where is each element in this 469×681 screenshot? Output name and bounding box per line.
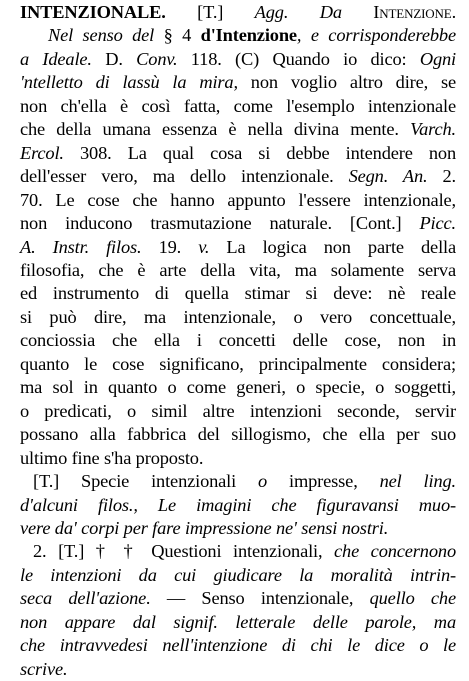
text-run: ma sol in quanto o come generi, o specie, o soggetti, bbox=[20, 377, 456, 398]
text-run: v. bbox=[198, 236, 210, 257]
entry-line bbox=[20, 24, 456, 47]
text-run: conciossia che ella i concetti delle cose, non in bbox=[20, 330, 456, 351]
headword: INTENZIONALE. bbox=[20, 2, 166, 22]
entry-line bbox=[20, 48, 456, 71]
text-run: le intenzioni da cui giudicare la moralità intrin- bbox=[20, 564, 456, 585]
entry-line bbox=[20, 611, 456, 634]
text-run: seca dell'azione. bbox=[20, 588, 151, 609]
text-run: D. bbox=[91, 48, 137, 69]
entry-line bbox=[20, 212, 456, 235]
text-run: vere da' corpi per fare impressione ne' sensi nostri. bbox=[20, 517, 389, 538]
entry-line bbox=[20, 494, 456, 517]
entry-line bbox=[20, 329, 456, 352]
text-run: quello che bbox=[369, 588, 456, 609]
text-run: Ercol. bbox=[20, 142, 64, 163]
text-run: § 4 bbox=[163, 25, 201, 46]
text-run: ed instrumento di quella stimar si deve: nè reale bbox=[20, 283, 456, 304]
text-run: Picc. bbox=[419, 213, 456, 234]
text-run: 'ntelletto di lassù la mira, bbox=[20, 72, 238, 93]
text-run: Varch. bbox=[410, 119, 456, 140]
text-run: [T.] Specie intenzionali bbox=[33, 471, 259, 492]
text-run: filosofia, che è arte della vita, ma solamente serva bbox=[20, 259, 456, 280]
entry-line bbox=[20, 95, 456, 118]
entry-line bbox=[20, 71, 456, 94]
text-run: che intravvedesi nell'intenzione di chi le dice o le bbox=[20, 635, 456, 656]
entry-line bbox=[20, 658, 456, 681]
text-run: Segn. An. bbox=[348, 166, 428, 187]
text-run: o predicati, o simil altre intenzioni seconde, servir bbox=[20, 400, 456, 421]
entry-line bbox=[20, 587, 456, 610]
text-run: si può dire, ma intenzionale, o vero concettuale, bbox=[20, 306, 456, 327]
text-run: non inducono trasmutazione naturale. [Cont.] bbox=[20, 213, 420, 234]
entry-line bbox=[20, 447, 456, 470]
entry-line bbox=[20, 400, 456, 423]
text-run: dell'esser vero, ma dello intenzionale. bbox=[20, 166, 349, 187]
entry-line bbox=[20, 259, 456, 282]
text-run: non voglio altro dire, se bbox=[237, 72, 457, 93]
text-run: ultimo fine s'ha proposto. bbox=[20, 447, 204, 468]
text-run: non appare dal signif. letterale delle parole, ma bbox=[20, 611, 456, 632]
derivation-label: Da bbox=[319, 2, 342, 22]
entry-line bbox=[20, 423, 456, 446]
text-run: , e corrisponderebbe bbox=[296, 25, 456, 46]
text-run: La logica non parte della bbox=[209, 236, 456, 257]
source-tag: [T.] bbox=[197, 2, 224, 22]
text-run: 2. [T.] † † Questioni intenzionali, bbox=[33, 541, 335, 562]
text-run: 19. bbox=[141, 236, 199, 257]
text-run: Ogni bbox=[419, 48, 456, 69]
entry-line bbox=[20, 306, 456, 329]
text-run: — Senso intenzionale, bbox=[150, 588, 370, 609]
entry-line bbox=[20, 142, 456, 165]
dictionary-entry bbox=[20, 1, 456, 681]
entry-line bbox=[20, 540, 456, 563]
text-run: che concernono bbox=[334, 541, 456, 562]
part-of-speech: Agg. bbox=[254, 2, 289, 22]
text-run: 2. bbox=[427, 166, 456, 187]
entry-line bbox=[20, 517, 456, 540]
text-run: impresse, bbox=[267, 471, 380, 492]
entry-line bbox=[20, 118, 456, 141]
text-run: quanto le cose significano, principalmente considera; bbox=[20, 353, 456, 374]
derivation-word: Intenzione. bbox=[373, 2, 457, 22]
text-run: o bbox=[258, 471, 268, 492]
entry-line bbox=[20, 282, 456, 305]
entry-line bbox=[20, 165, 456, 188]
entry-header bbox=[20, 1, 456, 24]
text-run: 118. (C) Quando io dico: bbox=[177, 48, 420, 69]
text-run: Nel senso del bbox=[48, 25, 164, 46]
text-run: Conv. bbox=[136, 48, 178, 69]
text-run: non ch'ella è così fatta, come l'esemplo intenzionale bbox=[20, 95, 456, 116]
text-run: 70. Le cose che hanno appunto l'essere intenzionale, bbox=[20, 189, 456, 210]
text-run: a Ideale. bbox=[20, 48, 92, 69]
text-run: possano alla fabbrica del sillogismo, che ella per suo bbox=[20, 424, 456, 445]
entry-line bbox=[20, 376, 456, 399]
entry-line bbox=[20, 236, 456, 259]
entry-line bbox=[20, 634, 456, 657]
entry-line bbox=[20, 470, 456, 493]
entry-line bbox=[20, 189, 456, 212]
text-run: che della umana essenza è nella divina mente. bbox=[20, 119, 411, 140]
text-run: nel ling. bbox=[379, 471, 456, 492]
text-run: 308. La qual cosa si debbe intendere non bbox=[63, 142, 456, 163]
entry-line bbox=[20, 564, 456, 587]
text-run: d'Intenzione bbox=[200, 25, 297, 46]
text-run: d'alcuni filos., Le imagini che figuravansi muo- bbox=[20, 494, 456, 515]
text-run: A. Instr. filos. bbox=[20, 236, 142, 257]
entry-line bbox=[20, 353, 456, 376]
entry-body bbox=[20, 24, 456, 681]
text-run: scrive. bbox=[20, 658, 68, 679]
